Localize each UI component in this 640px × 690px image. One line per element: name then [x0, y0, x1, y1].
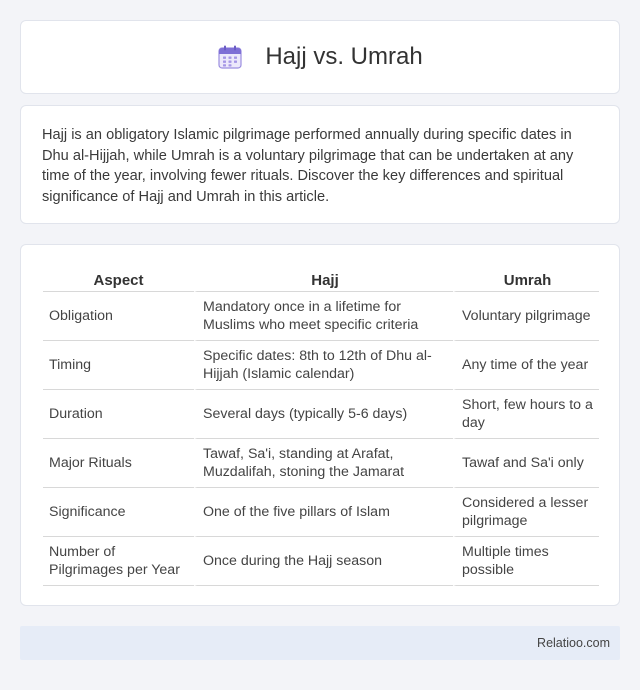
table-row: [43, 488, 599, 537]
calendar-icon: [217, 44, 243, 70]
comparison-table: [43, 265, 599, 586]
table-cell-aspect: Timing: [43, 341, 194, 390]
table-cell-umrah: Multiple times possible: [453, 537, 599, 586]
page-title: Hajj vs. Umrah: [265, 43, 423, 70]
table-cell-aspect: Significance: [43, 488, 194, 537]
table-cell-umrah: Considered a lesser pilgrimage: [453, 488, 599, 537]
table-cell-hajj: Specific dates: 8th to 12th of Dhu al-Hijjah (Islamic calendar): [194, 341, 453, 390]
footer: [20, 626, 620, 660]
table-cell-aspect: Number of Pilgrimages per Year: [43, 537, 194, 586]
intro-card: [20, 105, 620, 224]
table-cell-aspect: Major Rituals: [43, 439, 194, 488]
column-header-hajj: Hajj: [194, 265, 453, 292]
footer-site-link[interactable]: Relatioo.com: [537, 636, 610, 650]
table-header-row: [43, 265, 599, 292]
table-cell-hajj: Mandatory once in a lifetime for Muslims who meet specific criteria: [194, 292, 453, 341]
table-row: [43, 292, 599, 341]
table-cell-umrah: Any time of the year: [453, 341, 599, 390]
table-cell-hajj: Once during the Hajj season: [194, 537, 453, 586]
table-cell-hajj: Several days (typically 5-6 days): [194, 390, 453, 439]
table-row: [43, 390, 599, 439]
table-cell-aspect: Obligation: [43, 292, 194, 341]
table-cell-umrah: Voluntary pilgrimage: [453, 292, 599, 341]
column-header-umrah: Umrah: [453, 265, 599, 292]
table-row: [43, 439, 599, 488]
header: [217, 43, 422, 71]
comparison-card: [20, 244, 620, 606]
table-cell-hajj: One of the five pillars of Islam: [194, 488, 453, 537]
table-row: [43, 537, 599, 586]
table-row: [43, 341, 599, 390]
table-cell-umrah: Tawaf and Sa'i only: [453, 439, 599, 488]
header-card: [20, 20, 620, 94]
column-header-aspect: Aspect: [43, 265, 194, 292]
table-cell-aspect: Duration: [43, 390, 194, 439]
table-cell-hajj: Tawaf, Sa'i, standing at Arafat, Muzdalifah, stoning the Jamarat: [194, 439, 453, 488]
intro-text: Hajj is an obligatory Islamic pilgrimage performed annually during specific dates in Dhu al-Hijjah, while Umrah is a voluntary pilgrimage that can be undertaken at any time of the year, involving fewer rituals. Discover the key differences and spiritual significance of Hajj and Umrah in this article.: [42, 127, 574, 205]
table-cell-umrah: Short, few hours to a day: [453, 390, 599, 439]
